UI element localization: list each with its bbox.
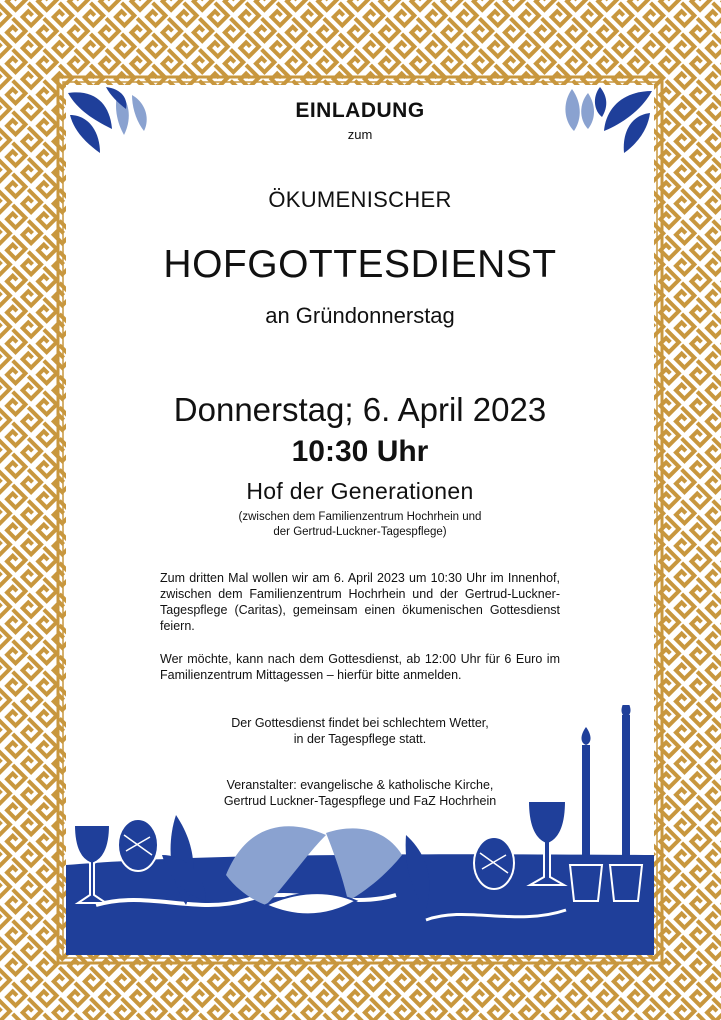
organizer-line: Gertrud Luckner-Tagespflege und FaZ Hochrhein	[223, 794, 497, 808]
event-time: 10:30 Uhr	[291, 435, 429, 468]
venue-note-line: der Gertrud-Luckner-Tagespflege)	[273, 526, 447, 538]
description-paragraph: Zum dritten Mal wollen wir am 6. April 2023 um 10:30 Uhr im Innenhof, zwischen dem Familienzentrum Hochrhein und der Gertrud-Luckner-Tagespflege (Caritas), gemeinsam einen ökumenischen Gottesdienst feiern.	[160, 571, 560, 633]
event-title: HOFGOTTESDIENST	[163, 243, 557, 286]
venue-note	[66, 510, 654, 540]
weather-note-line: Der Gottesdienst findet bei schlechtem Wetter,	[231, 716, 489, 730]
event-venue: Hof der Generationen	[246, 478, 474, 504]
event-type: ÖKUMENISCHER	[268, 187, 452, 212]
venue-note-line: (zwischen dem Familienzentrum Hochrhein und	[238, 511, 482, 523]
invitation-heading: EINLADUNG	[295, 99, 425, 122]
invitation-content	[66, 85, 654, 955]
leaf-ornament-left-icon	[66, 85, 156, 165]
organizer-line: Veranstalter: evangelische & katholische Kirche,	[226, 778, 494, 792]
event-date: Donnerstag; 6. April 2023	[173, 391, 547, 428]
heading-connector: zum	[347, 127, 373, 142]
lunch-paragraph: Wer möchte, kann nach dem Gottesdienst, ab 12:00 Uhr für 6 Euro im Familienzentrum Mittagessen – hierfür bitte anmelden.	[160, 652, 560, 682]
event-subtitle: an Gründonnerstag	[265, 303, 455, 328]
weather-note-line: in der Tagespflege statt.	[293, 732, 427, 746]
passover-table-illustration	[66, 705, 654, 955]
